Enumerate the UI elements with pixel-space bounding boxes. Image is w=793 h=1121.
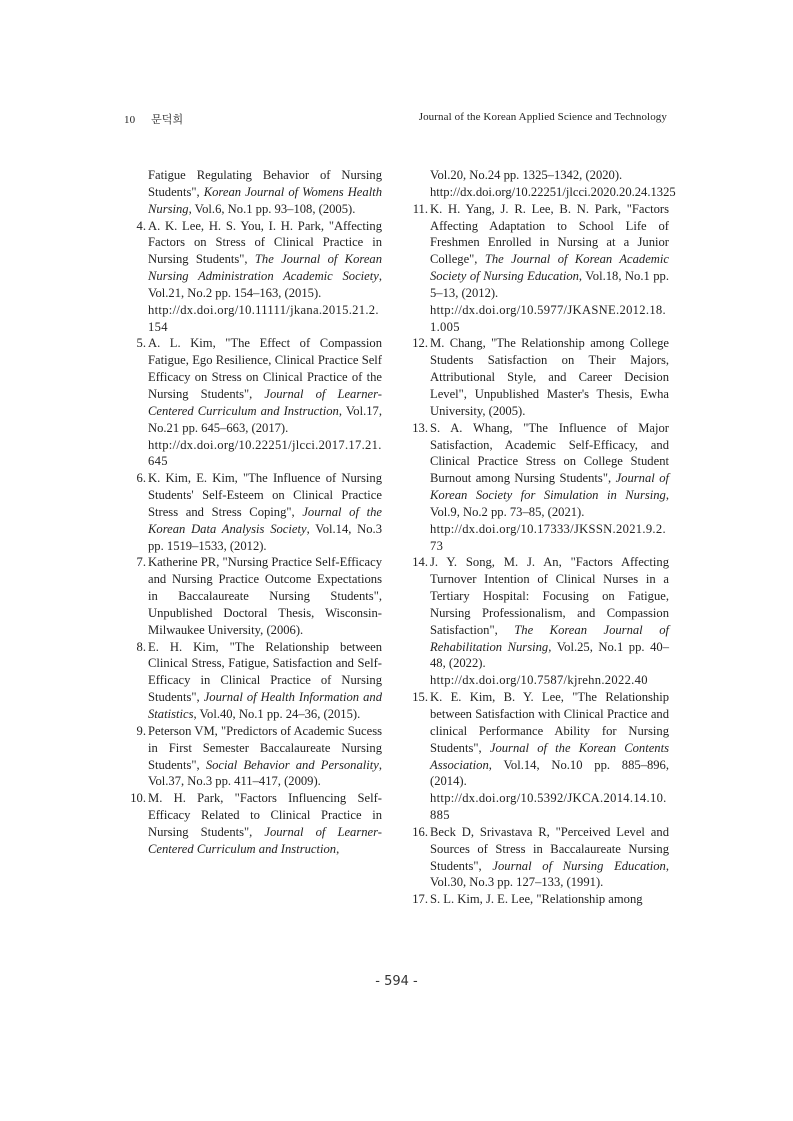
journal-title: Journal of Nursing Education xyxy=(492,858,666,873)
journal-title: Journal of the Korean Data Analysis Society xyxy=(148,504,382,536)
journal-title: Journal of Health Information and Statistics xyxy=(148,690,382,721)
reference-number: 15. xyxy=(412,690,428,705)
reference-item: 13. S. A. Whang, "The Influence of Major Satisfaction, Academic Self-Efficacy, and Clinical Practice Stress on College Student Burnout among Nursing Students", Journal of Korean Society for Simulation in Nursing, Vol.9, No.2 pp. 73–85, (2021). http://dx.doi.org/10.17333/JKSSN.2021.9.2.73 xyxy=(412,420,670,553)
reference-item: 8. E. H. Kim, "The Relationship between Clinical Stress, Fatigue, Satisfaction and Self-Efficacy in Clinical Practice of Nursing Students", Journal of Health Information and Statistics, Vol.40, No.1 pp. 24–36, (2015). xyxy=(130,639,382,723)
reference-number: 14. xyxy=(412,555,428,570)
doi-link[interactable]: http://dx.doi.org/10.22251/jlcci.2020.20.24.1325 xyxy=(430,184,676,199)
doi-link[interactable]: http://dx.doi.org/10.7587/kjrehn.2022.40 xyxy=(430,673,648,688)
reference-item: 12. M. Chang, "The Relationship among College Students Satisfaction on Their Majors, Attributional Style, and Career Decision Level", Unpublished Master's Thesis, Ewha University, (2005). xyxy=(412,336,669,418)
reference-item: 15. K. E. Kim, B. Y. Lee, "The Relationship between Satisfaction with Clinical Practice and clinical Performance Ability for Nursing Students", Journal of the Korean Contents Association, Vol.14, No.10 pp. 885–896, (2014). http://dx.doi.org/10.5392/JKCA.2014.14.10.885 xyxy=(412,690,669,823)
reference-item: 4. A. K. Lee, H. S. You, I. H. Park, "Affecting Factors on Stress of Clinical Practice in Nursing Students", The Journal of Korean Nursing Administration Academic Society, Vol.21, No.2 pp. 154–163, (2015). http://dx.doi.org/10.11111/jkana.2015.21.2.154 xyxy=(130,218,382,336)
reference-continued: Fatigue Regulating Behavior of Nursing Students", Korean Journal of Womens Health Nursing, Vol.6, No.1 pp. 93–108, (2005). xyxy=(148,168,382,216)
reference-column-right xyxy=(412,167,676,908)
doi-link[interactable]: http://dx.doi.org/10.5392/JKCA.2014.14.10.885 xyxy=(430,791,667,823)
doi-link[interactable]: http://dx.doi.org/10.11111/jkana.2015.21.2.154 xyxy=(148,302,379,334)
reference-number: 16. xyxy=(412,824,428,839)
reference-item: 16. Beck D, Srivastava R, "Perceived Level and Sources of Stress in Baccalaureate Nursing Students", Journal of Nursing Education, Vol.30, No.3 pp. 127–133, (1991). xyxy=(412,824,669,890)
journal-title: The Journal of Korean Nursing Administration Academic Society xyxy=(148,252,383,284)
reference-number: 13. xyxy=(412,420,428,435)
reference-number: 12. xyxy=(412,336,428,351)
reference-item: 7. Katherine PR, "Nursing Practice Self-Efficacy and Nursing Practice Outcome Expectations in Baccalaureate Nursing Students", Unpublished Doctoral Thesis, Wisconsin-Milwaukee University, (2006). xyxy=(130,554,382,638)
journal-title: Journal of Learner-Centered Curriculum and Instruction xyxy=(148,386,382,418)
doi-link[interactable]: http://dx.doi.org/10.5977/JKASNE.2012.18.1.005 xyxy=(430,302,666,334)
running-header-left xyxy=(124,111,183,127)
reference-number: 5. xyxy=(136,336,146,351)
journal-title: Journal of Learner-Centered Curriculum and Instruction xyxy=(148,824,382,856)
reference-continued: Vol.20, No.24 pp. 1325–1342, (2020). http://dx.doi.org/10.22251/jlcci.2020.20.24.1325 xyxy=(430,168,676,199)
journal-title: Journal of the Korean Contents Association xyxy=(430,740,669,772)
reference-item: 11. K. H. Yang, J. R. Lee, B. N. Park, "Factors Affecting Adaptation to School Life of Freshmen Enrolled in Nursing at a Junior College", The Journal of Korean Academic Society of Nursing Education, Vol.18, No.1 pp. 5–13, (2012). http://dx.doi.org/10.5977/JKASNE.2012.18.1.005 xyxy=(412,201,669,334)
header-page-number: 10 xyxy=(124,114,136,126)
journal-title: The Korean Journal of Rehabilitation Nursing xyxy=(430,622,669,654)
reference-item: 17. S. L. Kim, J. E. Lee, "Relationship among xyxy=(412,892,643,907)
journal-title: Korean Journal of Womens Health Nursing xyxy=(148,184,382,216)
reference-number: 7. xyxy=(136,555,146,570)
reference-item: 14. J. Y. Song, M. J. An, "Factors Affecting Turnover Intention of Clinical Nurses in a Tertiary Hospital: Focusing on Fatigue, Nursing Professionalism, and Compassion Satisfaction", The Korean Journal of Rehabilitation Nursing, Vol.25, No.1 pp. 40–48, (2022). http://dx.doi.org/10.7587/kjrehn.2022.40 xyxy=(412,555,669,688)
journal-title: Social Behavior and Personality xyxy=(205,757,379,772)
reference-item: 6. K. Kim, E. Kim, "The Influence of Nursing Students' Self-Esteem on Clinical Practice Stress and Stress Coping", Journal of the Korean Data Analysis Society, Vol.14, No.3 pp. 1519–1533, (2012). xyxy=(130,470,382,554)
reference-number: 8. xyxy=(136,639,146,654)
reference-number: 9. xyxy=(136,723,146,738)
reference-number: 6. xyxy=(136,471,146,486)
reference-number: 4. xyxy=(136,218,146,233)
doi-link[interactable]: http://dx.doi.org/10.22251/jlcci.2017.17.21.645 xyxy=(148,437,382,469)
reference-number: 10. xyxy=(130,791,146,806)
reference-column-left xyxy=(130,167,382,858)
header-author: 문덕희 xyxy=(151,114,184,126)
reference-item: 5. A. L. Kim, "The Effect of Compassion Fatigue, Ego Resilience, Clinical Practice Self Efficacy on Stress on Clinical Practice of the Nursing Students", Journal of Learner-Centered Curriculum and Instruction, Vol.17, No.21 pp. 645–663, (2017). http://dx.doi.org/10.22251/jlcci.2017.17.21.645 xyxy=(130,335,382,470)
journal-title: The Journal of Korean Academic Society of Nursing Education xyxy=(430,252,669,284)
reference-number: 11. xyxy=(412,201,428,216)
journal-title: Journal of Korean Society for Simulation in Nursing xyxy=(430,471,670,503)
reference-number: 17. xyxy=(412,892,428,907)
running-header-journal: Journal of the Korean Applied Science and Technology xyxy=(418,111,667,123)
doi-link[interactable]: http://dx.doi.org/10.17333/JKSSN.2021.9.2.73 xyxy=(430,521,666,553)
reference-item: 10. M. H. Park, "Factors Influencing Self-Efficacy Related to Clinical Practice in Nursing Students", Journal of Learner-Centered Curriculum and Instruction, xyxy=(130,791,382,856)
reference-item: 9. Peterson VM, "Predictors of Academic Sucess in First Semester Baccalaureate Nursing Students", Social Behavior and Personality, Vol.37, No.3 pp. 411–417, (2009). xyxy=(130,723,382,790)
page-footer-number: - 594 - xyxy=(375,974,418,989)
